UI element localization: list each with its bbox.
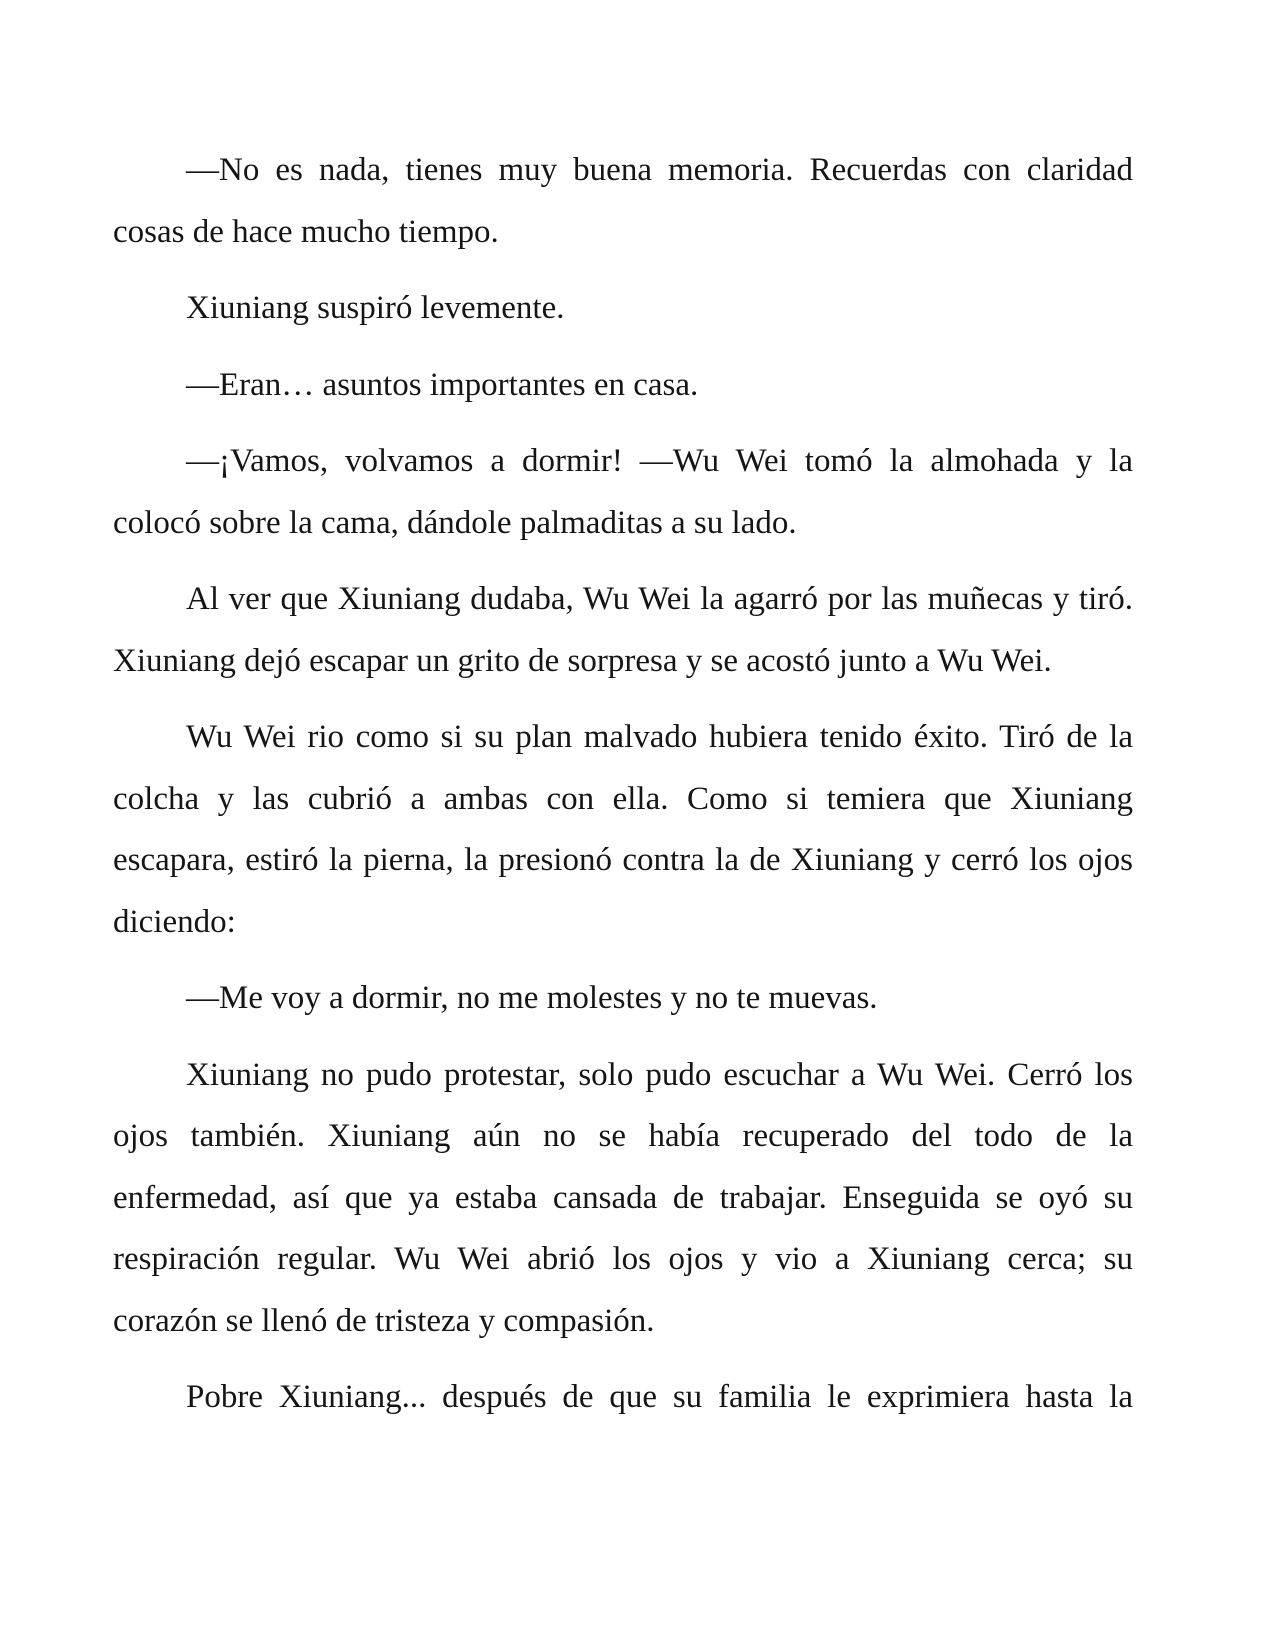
paragraph-8: Xiuniang no pudo protestar, solo pudo escuchar a Wu Wei. Cerró los ojos también. Xiuniang aún no se había recuperado del todo de la enfermedad, así que ya estaba cansada de trabajar. Enseguida se oyó su respiración regular. Wu Wei abrió los ojos y vio a Xiuniang cerca; su corazón se llenó de tristeza y compasión. bbox=[113, 1056, 1133, 1339]
paragraph-7: —Me voy a dormir, no me molestes y no te muevas. bbox=[186, 980, 878, 1016]
paragraph-2: Xiuniang suspiró levemente. bbox=[186, 290, 565, 326]
paragraph-1: —No es nada, tienes muy buena memoria. Recuerdas con claridad cosas de hace mucho tiempo. bbox=[113, 152, 1133, 250]
paragraph-3: —Eran… asuntos importantes en casa. bbox=[186, 366, 699, 403]
paragraph-5: Al ver que Xiuniang dudaba, Wu Wei la agarró por las muñecas y tiró. Xiuniang dejó escapar un grito de sorpresa y se acostó junto a Wu Wei. bbox=[113, 581, 1133, 679]
paragraph-6: Wu Wei rio como si su plan malvado hubiera tenido éxito. Tiró de la colcha y las cubrió a ambas con ella. Como si temiera que Xiuniang escapara, estiró la pierna, la presionó contra la de Xiuniang y cerró los ojos diciendo: bbox=[113, 719, 1133, 940]
body-text bbox=[113, 140, 1133, 1429]
paragraph-4: —¡Vamos, volvamos a dormir! —Wu Wei tomó la almohada y la colocó sobre la cama, dándole palmaditas a su lado. bbox=[113, 443, 1133, 541]
paragraph-9: Pobre Xiuniang... después de que su familia le exprimiera hasta la bbox=[186, 1379, 1133, 1415]
